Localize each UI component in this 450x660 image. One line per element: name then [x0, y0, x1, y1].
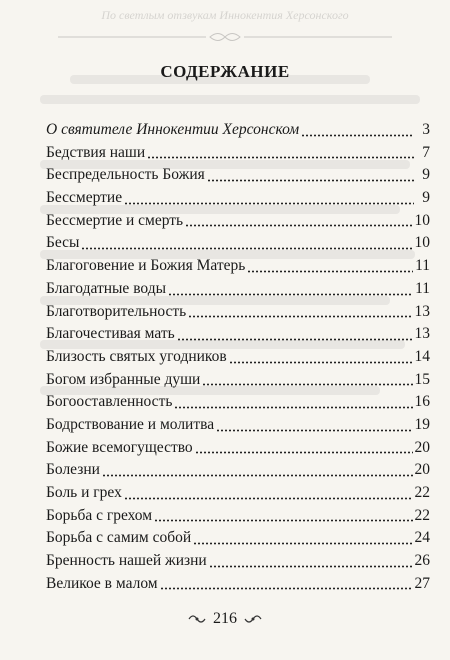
toc-entry-page: 3: [422, 121, 430, 138]
toc-entry-title: Бренность нашей жизни: [46, 552, 207, 570]
header-ornament: [58, 30, 392, 44]
toc-entry-title: О святителе Иннокентии Херсонском: [46, 121, 300, 138]
toc-entry: [46, 210, 430, 233]
dot-leader: [216, 429, 412, 432]
toc-entry-page: 9: [422, 166, 430, 184]
toc-entry-page: 22: [414, 506, 430, 524]
toc-entry: [46, 301, 430, 324]
dot-leader: [124, 497, 413, 500]
page-footer: [0, 610, 450, 628]
dot-leader: [188, 315, 412, 318]
toc-entry-page: 11: [415, 257, 430, 275]
dot-leader: [168, 293, 413, 296]
left-ornament-icon: [187, 613, 207, 625]
dot-leader: [207, 179, 414, 182]
toc-entry-page: 9: [422, 189, 430, 207]
toc-entry: [46, 323, 430, 346]
toc-entry-page: 20: [414, 461, 430, 479]
toc-entry-title: Благочестивая мать: [46, 325, 175, 343]
toc-entry: [46, 391, 430, 414]
toc-entry-title: Бессмертие и смерть: [46, 211, 184, 229]
toc-entry: [46, 232, 430, 255]
right-ornament-icon: [243, 613, 263, 625]
toc-entry: [46, 482, 430, 505]
dot-leader: [202, 383, 412, 386]
toc-entry-title: Бессмертие: [46, 189, 123, 207]
toc-entry-page: 20: [414, 438, 430, 456]
toc-entry: [46, 278, 430, 301]
toc-entry: [46, 164, 430, 187]
toc-entry-page: 11: [415, 279, 430, 297]
toc-entry-title: Богом избранные души: [46, 370, 201, 388]
dot-leader: [301, 134, 414, 137]
toc-entry-title: Болезни: [46, 461, 100, 479]
dot-leader: [102, 474, 413, 477]
dot-leader: [124, 202, 414, 205]
dot-leader: [209, 565, 413, 568]
table-of-contents: [46, 119, 430, 595]
toc-entry-title: Богооставленность: [46, 393, 173, 411]
dot-leader: [195, 451, 413, 454]
toc-entry: [46, 550, 430, 573]
toc-entry: [46, 187, 430, 210]
dot-leader: [177, 338, 413, 341]
running-head: По светлым отзвукам Иннокентия Херсонского: [101, 8, 349, 22]
toc-entry: [46, 459, 430, 482]
toc-entry-title: Благодатные воды: [46, 279, 167, 297]
toc-entry-title: Бодрствование и молитва: [46, 415, 215, 433]
toc-entry-title: Борьба с самим собой: [46, 529, 192, 547]
toc-entry: [46, 437, 430, 460]
toc-entry-page: 14: [414, 347, 430, 365]
dot-leader: [154, 519, 412, 522]
toc-entry: [46, 346, 430, 369]
toc-entry-page: 22: [414, 484, 430, 501]
dot-leader: [147, 156, 414, 159]
toc-entry-page: 24: [414, 529, 430, 547]
dot-leader: [160, 587, 413, 590]
dot-leader: [174, 406, 412, 409]
toc-entry-title: Бедствия наши: [46, 143, 146, 161]
toc-entry: [46, 119, 430, 142]
toc-entry-title: Великое в малом: [46, 574, 158, 592]
toc-entry-title: Боль и грех: [46, 484, 122, 501]
toc-entry-page: 13: [414, 325, 430, 343]
toc-entry-title: Благоговение и Божия Матерь: [46, 257, 246, 275]
toc-entry-page: 7: [422, 143, 430, 161]
toc-entry-title: Благотворительность: [46, 302, 187, 320]
toc-entry-page: 16: [414, 393, 430, 411]
page-title: СОДЕРЖАНИЕ: [160, 62, 290, 81]
toc-entry-page: 27: [414, 574, 430, 592]
toc-entry-title: Близость святых угодников: [46, 347, 227, 365]
toc-entry-page: 26: [414, 552, 430, 570]
toc-entry-title: Бесы: [46, 234, 80, 252]
dot-leader: [185, 224, 412, 227]
toc-entry-page: 19: [414, 415, 430, 433]
toc-entry-page: 10: [414, 211, 430, 229]
toc-entry-page: 15: [414, 370, 430, 388]
dot-leader: [229, 361, 413, 364]
dot-leader: [247, 270, 413, 273]
dot-leader: [81, 247, 412, 250]
toc-entry-page: 13: [414, 302, 430, 320]
toc-entry-page: 10: [414, 234, 430, 252]
toc-entry-title: Борьба с грехом: [46, 506, 153, 524]
toc-entry: [46, 414, 430, 437]
dot-leader: [193, 542, 412, 545]
page-number: 216: [213, 610, 237, 627]
toc-entry-title: Божие всемогущество: [46, 438, 193, 456]
toc-entry: [46, 255, 430, 278]
toc-entry-title: Беспредельность Божия: [46, 166, 205, 184]
toc-entry: [46, 142, 430, 165]
toc-entry: [46, 369, 430, 392]
toc-entry: [46, 505, 430, 528]
toc-entry: [46, 527, 430, 550]
toc-entry: [46, 573, 430, 596]
